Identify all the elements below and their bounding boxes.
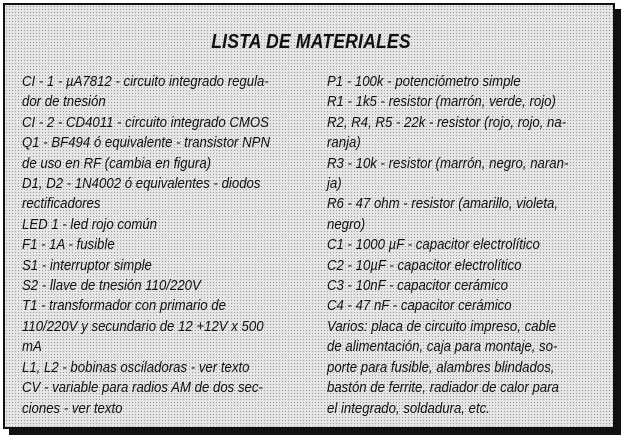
list-line: de alimentación, caja para montaje, so-: [327, 338, 558, 356]
list-line: de uso en RF (cambia en figura): [22, 154, 212, 172]
list-line: dor de tnesión: [22, 93, 106, 111]
list-line: rectificadores: [22, 195, 101, 213]
list-line: R6 - 47 ohm - resistor (amarillo, violeta,: [327, 195, 559, 213]
list-line: 110/220V y secundario de 12 +12V x 500: [22, 317, 264, 335]
list-line: Varios: placa de circuito impreso, cable: [327, 317, 557, 335]
list-line: negro): [327, 215, 366, 233]
list-line: R3 - 10k - resistor (marrón, negro, naran-: [327, 154, 569, 172]
list-line: S2 - llave de tnesión 110/220V: [22, 277, 201, 295]
list-line: C1 - 1000 µF - capacitor electrolítico: [327, 236, 540, 254]
list-line: el integrado, soldadura, etc.: [327, 399, 490, 417]
list-line: bastón de ferrite, radiador de calor para: [327, 379, 559, 397]
list-line: F1 - 1A - fusible: [22, 236, 115, 254]
list-line: Q1 - BF494 ó equivalente - transistor NPN: [22, 134, 270, 152]
list-line: L1, L2 - bobinas osciladoras - ver texto: [22, 358, 250, 376]
box-shadow-bottom: [9, 428, 621, 435]
list-line: P1 - 100k - potenciómetro simple: [327, 73, 521, 90]
right-column: [327, 72, 568, 419]
list-line: porte para fusible, alambres blindados,: [327, 358, 555, 376]
box-title: LISTA DE MATERIALES: [211, 31, 411, 53]
list-line: CV - variable para radios AM de dos sec-: [22, 379, 263, 397]
list-line: S1 - interruptor simple: [22, 256, 152, 274]
list-line: ciones - ver texto: [22, 399, 123, 417]
box-shadow-right: [614, 9, 621, 434]
list-line: CI - 1 - µA7812 - circuito integrado regula-: [22, 73, 269, 90]
list-line: C3 - 10nF - capacitor cerámico: [327, 277, 508, 295]
list-line: mA: [22, 338, 42, 356]
list-line: T1 - transformador con primario de: [22, 297, 226, 315]
list-line: LED 1 - led rojo común: [22, 215, 157, 233]
list-line: ja): [327, 175, 342, 193]
materials-box: [3, 3, 615, 429]
list-line: R1 - 1k5 - resistor (marrón, verde, rojo): [327, 93, 556, 111]
list-line: R2, R4, R5 - 22k - resistor (rojo, rojo, na-: [327, 113, 567, 131]
list-line: CI - 2 - CD4011 - circuito integrado CMOS: [22, 113, 269, 131]
list-line: ranja): [327, 134, 361, 152]
left-column: [22, 72, 270, 419]
list-line: D1, D2 - 1N4002 ó equivalentes - diodos: [22, 175, 261, 193]
list-line: C4 - 47 nF - capacitor cerámico: [327, 297, 512, 315]
list-line: C2 - 10µF - capacitor electrolítico: [327, 256, 522, 274]
